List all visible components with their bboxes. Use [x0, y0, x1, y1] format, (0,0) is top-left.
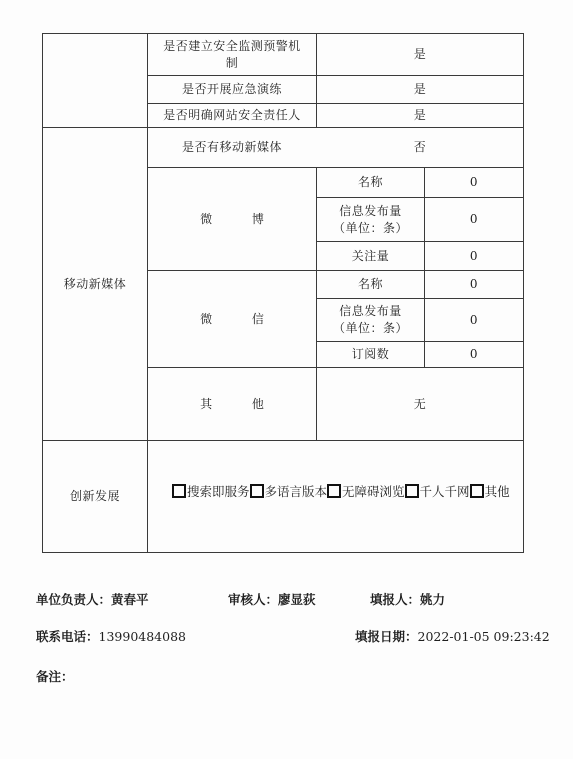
drill-label: 是否开展应急演练 [181, 82, 282, 96]
other-media-label: 其 他 [200, 396, 282, 411]
weixin-posts-value: 0 [469, 312, 479, 327]
new-media-value: 否 [413, 140, 427, 154]
weibo-follows-value: 0 [469, 248, 479, 263]
option-personalized[interactable]: 千人千网 [405, 482, 470, 500]
checkbox-icon [172, 484, 186, 498]
mobile-section-label: 移动新媒体 [63, 276, 127, 291]
weixin-posts-label: 信息发布量（单位：条） [333, 304, 409, 335]
contact-phone: 联系电话：13990484088 [36, 629, 186, 644]
weibo-posts-label: 信息发布量（单位：条） [333, 203, 409, 235]
weixin-name-label: 名称 [357, 277, 383, 291]
weibo-posts-value: 0 [469, 212, 479, 226]
responsible-label: 是否明确网站安全责任人 [163, 108, 301, 122]
filler: 填报人：姚力 [370, 592, 446, 607]
unit-head: 单位负责人：黄春平 [36, 592, 149, 607]
new-media-label: 是否有移动新媒体 [181, 140, 282, 154]
weixin-name-value: 0 [469, 277, 479, 291]
other-media-value: 无 [413, 396, 427, 411]
table-border-bottom [42, 552, 524, 553]
checkbox-icon [405, 484, 419, 498]
innovation-options [172, 482, 510, 500]
report-table [42, 33, 524, 553]
weixin-label: 微 信 [200, 311, 282, 326]
checkbox-icon [327, 484, 341, 498]
table-border-right [523, 33, 524, 553]
innovation-label: 创新发展 [69, 489, 120, 503]
weixin-subs-label: 订阅数 [351, 347, 390, 361]
reviewer: 审核人：廖显荻 [228, 592, 316, 607]
weibo-label: 微 博 [200, 211, 282, 226]
option-other[interactable]: 其他 [470, 482, 510, 500]
remark-label: 备注： [36, 669, 74, 684]
weibo-name-label: 名称 [357, 175, 383, 189]
responsible-value: 是 [413, 108, 427, 122]
weibo-name-value: 0 [469, 175, 479, 189]
weixin-subs-value: 0 [469, 347, 479, 361]
weibo-follows-label: 关注量 [351, 248, 390, 263]
checkbox-icon [250, 484, 264, 498]
drill-value: 是 [413, 82, 427, 96]
option-accessible[interactable]: 无障碍浏览 [327, 482, 405, 500]
option-search-service[interactable]: 搜索即服务 [172, 482, 250, 500]
fill-date: 填报日期：2022-01-05 09:23:42 [355, 629, 550, 644]
checkbox-icon [470, 484, 484, 498]
option-multilingual[interactable]: 多语言版本 [250, 482, 328, 500]
warning-value: 是 [413, 47, 427, 61]
warning-label: 是否建立安全监测预警机制 [163, 38, 301, 70]
